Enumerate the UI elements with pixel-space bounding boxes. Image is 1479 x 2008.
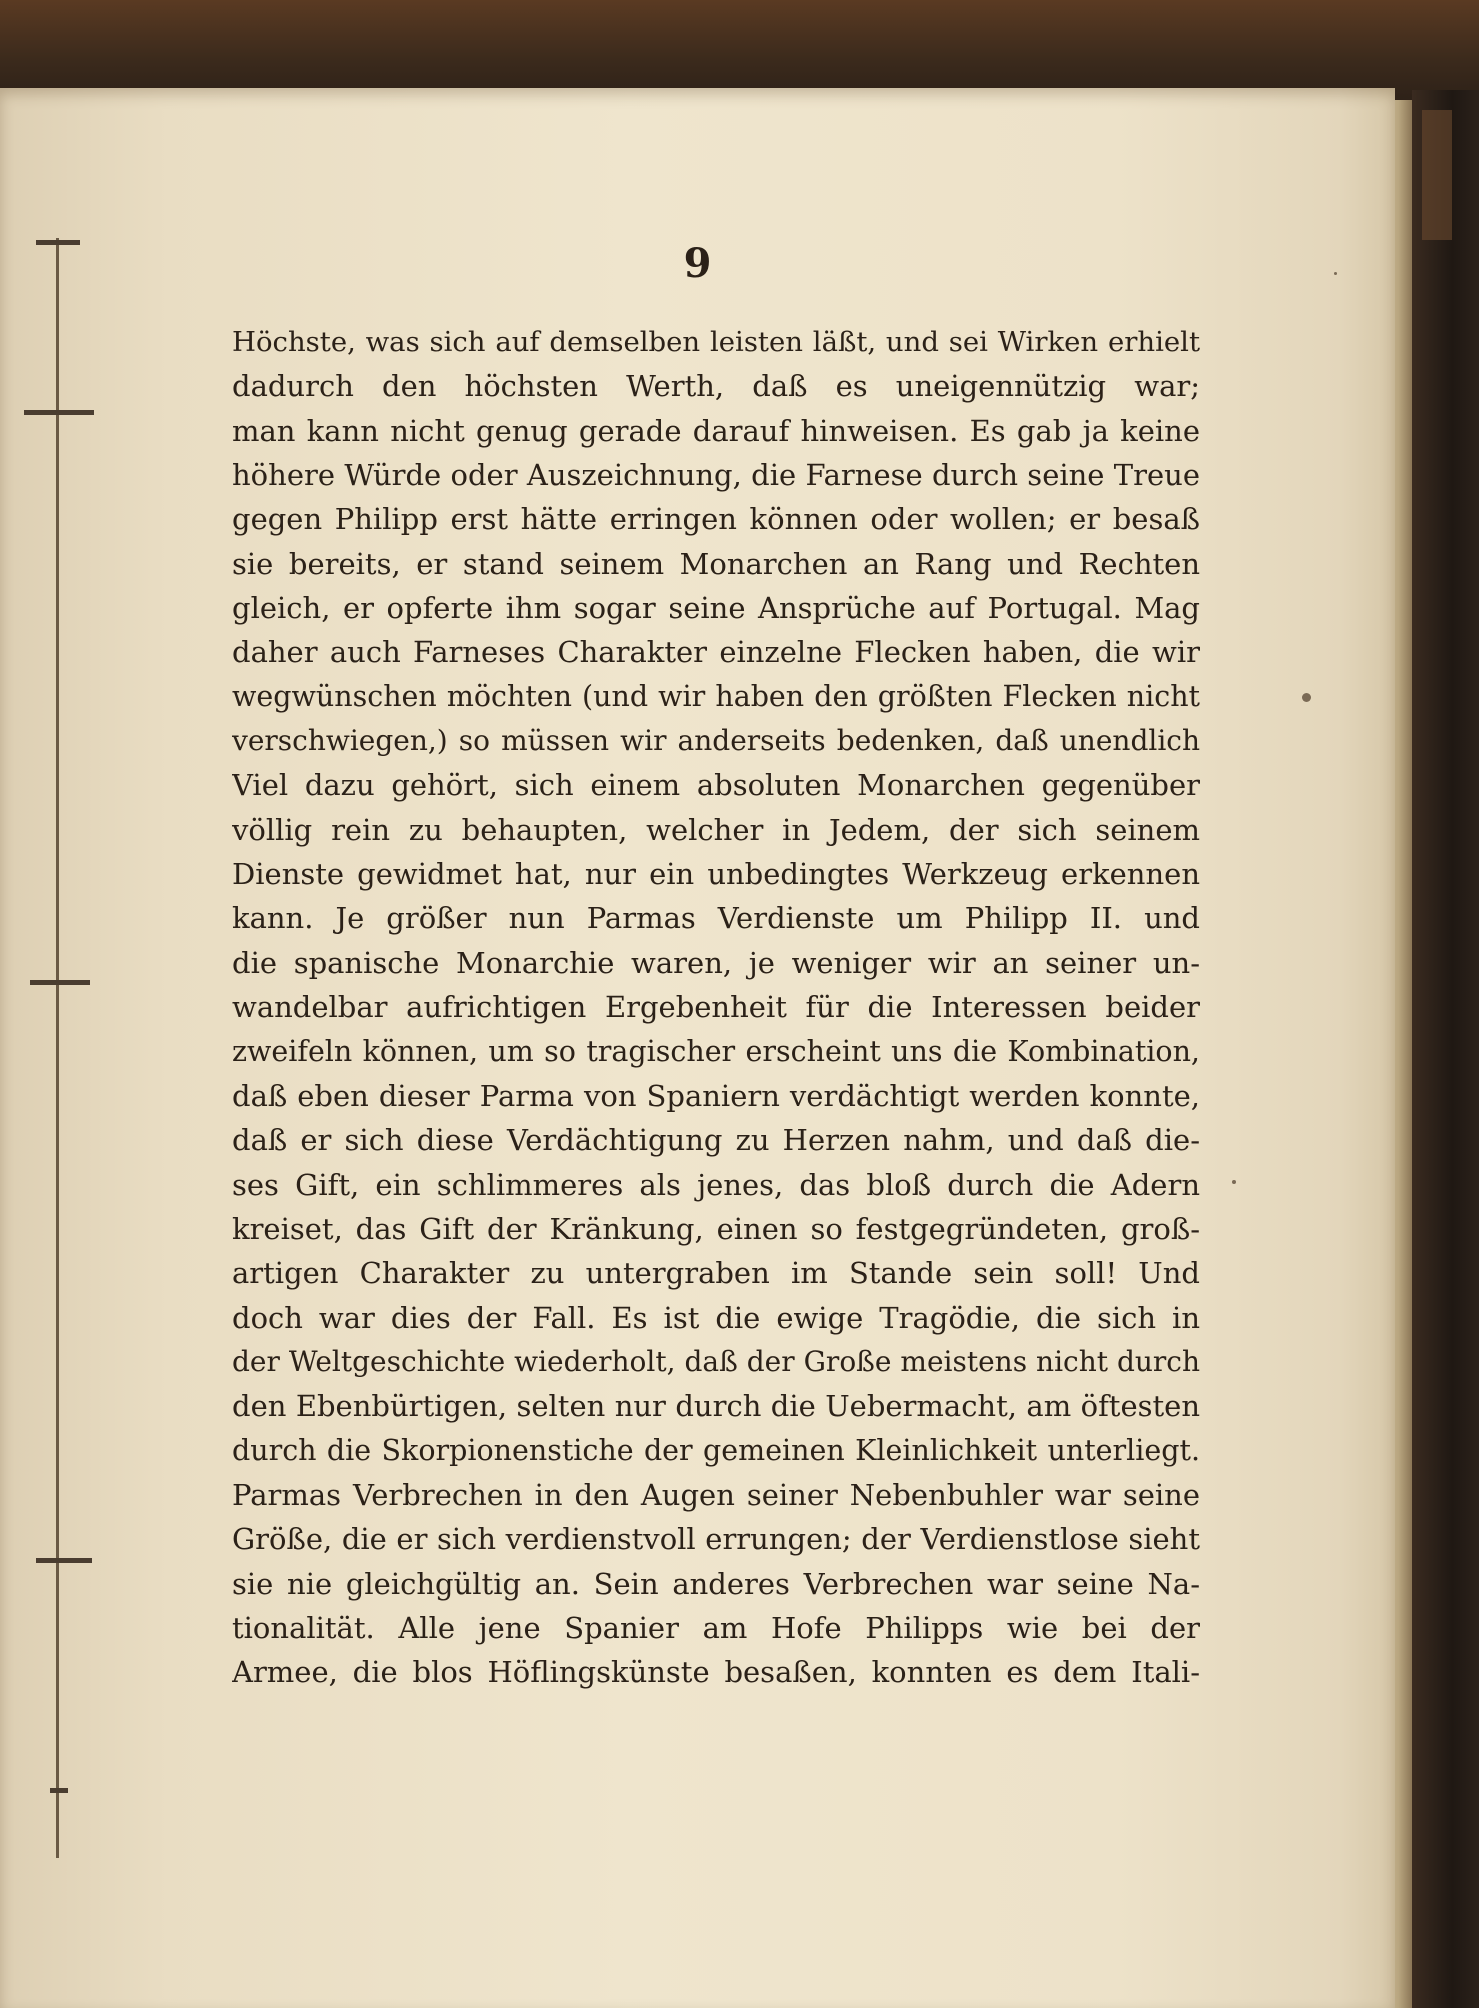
- text-line: sie bereits, er stand seinem Monarchen an Rang und Rechten: [232, 546, 1200, 581]
- binding-stitch-mark: [30, 980, 90, 985]
- text-line: daher auch Farneses Charakter einzelne Flecken haben, die wir: [232, 635, 1200, 670]
- text-line: der Weltgeschichte wiederholt, daß der Große meistens nicht durch: [232, 1344, 1200, 1378]
- paper-speck: [1232, 1180, 1236, 1184]
- text-line: wandelbar aufrichtigen Ergebenheit für die Interessen beider: [232, 990, 1200, 1025]
- text-line: völlig rein zu behaupten, welcher in Jedem, der sich seinem: [232, 812, 1200, 847]
- binding-stitch-mark: [36, 1558, 92, 1563]
- text-line: wegwünschen möchten (und wir haben den größten Flecken nicht: [232, 679, 1200, 713]
- text-line: Parmas Verbrechen in den Augen seiner Nebenbuhler war seine: [232, 1477, 1200, 1512]
- text-line: Armee, die blos Höflingskünste besaßen, konnten es dem Itali-: [232, 1655, 1200, 1690]
- text-line: Dienste gewidmet hat, nur ein unbedingtes Werkzeug erkennen: [232, 857, 1200, 892]
- text-line: kann. Je größer nun Parmas Verdienste um Philipp II. und: [232, 901, 1200, 936]
- text-line: daß er sich diese Verdächtigung zu Herzen nahm, und daß die-: [232, 1123, 1200, 1158]
- binding-stitch-mark: [50, 1788, 68, 1793]
- text-line: sie nie gleichgültig an. Sein anderes Verbrechen war seine Na-: [232, 1566, 1200, 1601]
- text-line: die spanische Monarchie waren, je weniger wir an seiner un-: [232, 945, 1200, 980]
- text-line: Größe, die er sich verdienstvoll errungen; der Verdienstlose sieht: [232, 1522, 1200, 1557]
- text-line: man kann nicht genug gerade darauf hinweisen. Es gab ja keine: [232, 413, 1200, 448]
- text-line: kreiset, das Gift der Kränkung, einen so festgegründeten, groß-: [232, 1211, 1200, 1246]
- text-line: doch war dies der Fall. Es ist die ewige Tragödie, die sich in: [232, 1300, 1200, 1335]
- text-line: ses Gift, ein schlimmeres als jenes, das bloß durch die Adern: [232, 1167, 1200, 1202]
- text-line: zweifeln können, um so tragischer erscheint uns die Kombination,: [232, 1034, 1200, 1068]
- paper-speck: [1302, 693, 1311, 702]
- text-line: verschwiegen,) so müssen wir anderseits bedenken, daß unendlich: [232, 724, 1200, 758]
- page-number: 9: [683, 240, 712, 287]
- text-line: gleich, er opferte ihm sogar seine Ansprüche auf Portugal. Mag: [232, 591, 1200, 626]
- text-line: höhere Würde oder Auszeichnung, die Farnese durch seine Treue: [232, 458, 1200, 493]
- text-line: dadurch den höchsten Werth, daß es uneigennützig war;: [232, 369, 1200, 404]
- body-text: [232, 320, 1200, 1695]
- binding-stitch-mark: [24, 410, 94, 415]
- text-line: den Ebenbürtigen, selten nur durch die Uebermacht, am öftesten: [232, 1389, 1200, 1424]
- back-cover-edge: [1412, 90, 1479, 2008]
- text-line: durch die Skorpionenstiche der gemeinen Kleinlichkeit unterliegt.: [232, 1433, 1200, 1467]
- text-line: Höchste, was sich auf demselben leisten läßt, und sei Wirken erhielt: [232, 326, 1200, 358]
- text-line: artigen Charakter zu untergraben im Stande sein soll! Und: [232, 1256, 1200, 1291]
- text-line: tionalität. Alle jene Spanier am Hofe Philipps wie bei der: [232, 1610, 1200, 1645]
- cover-wear: [1422, 110, 1452, 240]
- binding-stitch-line: [56, 238, 59, 1858]
- text-line: daß eben dieser Parma von Spaniern verdächtigt werden konnte,: [232, 1078, 1200, 1113]
- text-line: gegen Philipp erst hätte erringen können oder wollen; er besaß: [232, 502, 1200, 537]
- text-line: Viel dazu gehört, sich einem absoluten Monarchen gegenüber: [232, 768, 1200, 803]
